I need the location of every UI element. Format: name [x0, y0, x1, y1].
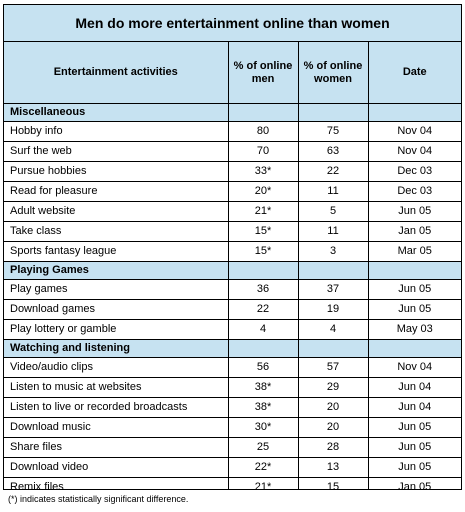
men-percent-cell: 21*	[228, 478, 298, 491]
activity-cell: Download games	[4, 300, 228, 320]
date-cell: Jun 04	[368, 398, 461, 418]
table-title: Men do more entertainment online than women	[4, 5, 461, 42]
date-cell: Nov 04	[368, 122, 461, 142]
men-percent-cell: 56	[228, 358, 298, 378]
men-percent-cell: 20*	[228, 182, 298, 202]
men-percent-cell: 33*	[228, 162, 298, 182]
activity-cell: Play lottery or gamble	[4, 320, 228, 340]
date-cell: Jun 05	[368, 300, 461, 320]
date-cell: Mar 05	[368, 242, 461, 262]
date-cell: Jan 05	[368, 222, 461, 242]
table-row	[4, 358, 461, 378]
activity-cell: Hobby info	[4, 122, 228, 142]
activity-cell: Download music	[4, 418, 228, 438]
entertainment-table	[4, 42, 461, 490]
footnote: (*) indicates statistically significant difference.	[8, 494, 189, 504]
activity-cell: Read for pleasure	[4, 182, 228, 202]
men-percent-cell: 15*	[228, 222, 298, 242]
activity-cell: Take class	[4, 222, 228, 242]
section-empty-cell	[228, 340, 298, 358]
header-row	[4, 42, 461, 104]
table-row	[4, 142, 461, 162]
men-percent-cell: 21*	[228, 202, 298, 222]
women-percent-cell: 3	[298, 242, 368, 262]
men-percent-cell: 22	[228, 300, 298, 320]
table-row	[4, 182, 461, 202]
table-row	[4, 438, 461, 458]
date-cell: Jun 05	[368, 438, 461, 458]
women-percent-cell: 13	[298, 458, 368, 478]
section-empty-cell	[368, 340, 461, 358]
section-empty-cell	[298, 340, 368, 358]
activity-cell: Listen to music at websites	[4, 378, 228, 398]
table-row	[4, 418, 461, 438]
women-percent-cell: 11	[298, 182, 368, 202]
table-row	[4, 458, 461, 478]
women-percent-cell: 63	[298, 142, 368, 162]
women-percent-cell: 15	[298, 478, 368, 491]
section-empty-cell	[298, 262, 368, 280]
table-row	[4, 478, 461, 491]
date-cell: Nov 04	[368, 358, 461, 378]
men-percent-cell: 25	[228, 438, 298, 458]
activity-cell: Adult website	[4, 202, 228, 222]
women-percent-cell: 37	[298, 280, 368, 300]
activity-cell: Share files	[4, 438, 228, 458]
men-percent-cell: 36	[228, 280, 298, 300]
men-percent-cell: 15*	[228, 242, 298, 262]
table-row	[4, 378, 461, 398]
table-row	[4, 202, 461, 222]
women-percent-cell: 57	[298, 358, 368, 378]
activity-cell: Video/audio clips	[4, 358, 228, 378]
section-row	[4, 262, 461, 280]
header-men: % of online men	[228, 42, 298, 104]
activity-cell: Remix files	[10, 481, 64, 490]
section-empty-cell	[298, 104, 368, 122]
header-activity: Entertainment activities	[4, 42, 228, 104]
section-empty-cell	[368, 104, 461, 122]
women-percent-cell: 11	[298, 222, 368, 242]
section-label: Watching and listening	[4, 340, 228, 358]
date-cell: Dec 03	[368, 162, 461, 182]
table-frame	[3, 4, 462, 490]
date-cell: Jun 05	[368, 458, 461, 478]
date-cell: Jun 05	[368, 418, 461, 438]
men-percent-cell: 30*	[228, 418, 298, 438]
activity-cell: Play games	[4, 280, 228, 300]
date-cell: Jan 05	[368, 478, 461, 491]
section-label: Playing Games	[4, 262, 228, 280]
men-percent-cell: 80	[228, 122, 298, 142]
table-row	[4, 300, 461, 320]
activity-cell: Sports fantasy league	[4, 242, 228, 262]
women-percent-cell: 29	[298, 378, 368, 398]
women-percent-cell: 75	[298, 122, 368, 142]
table-row	[4, 162, 461, 182]
date-cell: Dec 03	[368, 182, 461, 202]
women-percent-cell: 20	[298, 398, 368, 418]
date-cell: Jun 05	[368, 280, 461, 300]
men-percent-cell: 4	[228, 320, 298, 340]
table-row	[4, 398, 461, 418]
men-percent-cell: 38*	[228, 398, 298, 418]
section-empty-cell	[228, 104, 298, 122]
table-body	[4, 104, 461, 491]
women-percent-cell: 22	[298, 162, 368, 182]
women-percent-cell: 20	[298, 418, 368, 438]
section-row	[4, 340, 461, 358]
table-row	[4, 320, 461, 340]
date-cell: Jun 05	[368, 202, 461, 222]
header-women: % of online women	[298, 42, 368, 104]
men-percent-cell: 70	[228, 142, 298, 162]
table-row	[4, 242, 461, 262]
men-percent-cell: 38*	[228, 378, 298, 398]
activity-cell: Surf the web	[4, 142, 228, 162]
section-label: Miscellaneous	[4, 104, 228, 122]
table-row	[4, 280, 461, 300]
women-percent-cell: 19	[298, 300, 368, 320]
activity-cell: Download video	[4, 458, 228, 478]
activity-cell: Listen to live or recorded broadcasts	[4, 398, 228, 418]
activity-cell: Pursue hobbies	[4, 162, 228, 182]
section-empty-cell	[228, 262, 298, 280]
date-cell: May 03	[368, 320, 461, 340]
section-row	[4, 104, 461, 122]
women-percent-cell: 28	[298, 438, 368, 458]
header-date: Date	[368, 42, 461, 104]
women-percent-cell: 4	[298, 320, 368, 340]
date-cell: Jun 04	[368, 378, 461, 398]
men-percent-cell: 22*	[228, 458, 298, 478]
table-row	[4, 222, 461, 242]
table-row	[4, 122, 461, 142]
section-empty-cell	[368, 262, 461, 280]
date-cell: Nov 04	[368, 142, 461, 162]
women-percent-cell: 5	[298, 202, 368, 222]
